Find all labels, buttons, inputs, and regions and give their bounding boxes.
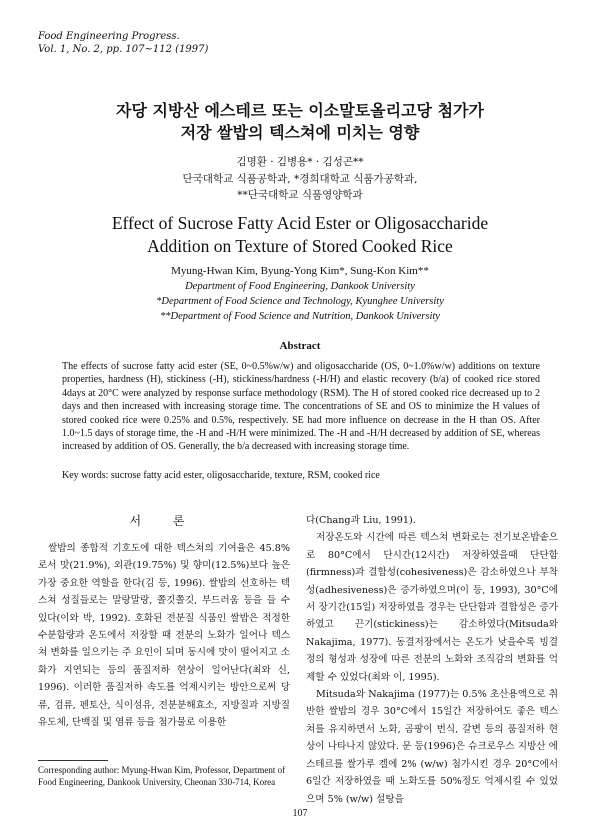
footnote-divider bbox=[38, 760, 108, 761]
korean-affiliation-2: **단국대학교 식품영양학과 bbox=[237, 189, 363, 201]
journal-volume: Vol. 1, No. 2, pp. 107~112 (1997) bbox=[38, 44, 209, 55]
left-paragraph-1: 쌀밥의 종합적 기호도에 대한 텍스쳐의 기여율은 45.8%로서 맛(21.9%), 외관(19.75%) 및 향미(12.5%)보다 높은 가장 중요한 역할을 한다(김 등, 1996). 쌀밥의 선호하는 텍스쳐 성질들로는 말랑말랑, 쫄깃쫄깃, 부드러움 등을 들 수 있다(이와 박, 1992). 호화된 전분질 식품인 쌀밥은 적정한 수분함량과 온도에서 저장할 때 전분의 노화가 일어나 텍스쳐 변화를 일으키는 주 요인이 되며 동시에 맛이 떨어지고 소화가 지연되는 등의 품질저하 현상이 일어난다(최와 신, 1996). 이러한 품질저하 속도를 억제시키는 방안으로써 당류, 검류, 펜토산, 식이섬유, 전분분해효소, 지방질과 지방질 유도체, 단백질 및 염류 등을 첨가물로 이용한 bbox=[38, 543, 290, 729]
english-authors: Myung-Hwan Kim, Byung-Yong Kim*, Sung-Kon Kim** bbox=[171, 265, 429, 277]
corresponding-author-note: Corresponding author: Myung-Hwan Kim, Professor, Department of Food Engineering, Dankook University, Cheonan 330-714, Korea bbox=[38, 765, 286, 787]
section-heading-introduction: 서 론 bbox=[129, 514, 199, 528]
english-title-line2: Addition on Texture of Stored Cooked Rice bbox=[147, 236, 453, 256]
left-column bbox=[38, 540, 290, 731]
korean-affiliation-1: 단국대학교 식품공학과, *경희대학교 식품가공학과, bbox=[182, 173, 418, 185]
korean-authors: 김명환 · 김병용* · 김성곤** bbox=[236, 156, 364, 168]
abstract-heading: Abstract bbox=[279, 340, 321, 352]
english-affiliation-2: *Department of Food Science and Technology, Kyunghee University bbox=[156, 296, 444, 307]
english-affiliation-3: **Department of Food Science and Nutrition, Dankook University bbox=[160, 311, 440, 322]
english-title-line1: Effect of Sucrose Fatty Acid Ester or Oligosaccharide bbox=[111, 213, 489, 233]
journal-citation bbox=[38, 30, 208, 56]
page-number: 107 bbox=[292, 808, 308, 819]
right-paragraph-1: 저장온도와 시간에 따른 텍스쳐 변화로는 전기보온밥솥으로 80°C에서 단시간(12시간) 저장하였을때 단단함(firmness)과 결합성(cohesiveness)은 감소하였으나 부착성(adhesiveness)은 증가하였으며(이 등, 1993), 30°C에서 장기간(15일) 저장하였을 경우는 단단함과 결합성은 증가하였고 끈기(stickiness)는 감소하였다(Mitsuda와 Nakajima, 1977). 동결저장에서는 온도가 낮을수록 빙결정의 형성과 성장에 따른 전분의 노화와 조직감의 변화를 억제할 수 있었다(최와 이, 1995). bbox=[306, 532, 558, 683]
right-column bbox=[306, 512, 558, 808]
right-paragraph-2: Mitsuda와 Nakajima (1977)는 0.5% 초산용액으로 취반한 쌀밥의 경우 30°C에서 15일간 저장하여도 좋은 텍스쳐를 유지하면서 노화, 곰팡이 번식, 갈변 등의 품질저하 현상이 나타나지 않았다. 문 등(1996)은 슈크로우스 지방산 에스테르를 쌀가루 겔에 2% (w/w) 첨가시킨 경우 20°C에서 6일간 저장하였을 때 노화도를 50%정도 억제시킬 수 있었으며 5% (w/w) 설탕을 bbox=[306, 689, 558, 805]
right-paragraph-continued: 다(Chang과 Liu, 1991). bbox=[306, 515, 416, 526]
abstract-text: The effects of sucrose fatty acid ester (SE, 0~0.5%w/w) and oligosaccharide (OS, 0~1.0%w/w) additions on texture properties, hardness (H), stickiness (-H), stickiness/hardness (-H/H) and elastic recovery (b/a) of cooked rice stored 4days at 20°C were analyzed by response surface methodology (RSM). The H of stored cooked rice decreased up to 2 days and then increased with increasing storage time. The concentrations of SE and OS to minimize the H values of stored cooked rice were 0.25% and 0.5%, respectively. SE had more influence on decrease in the H than OS. After 1.0~1.5 days of storage time, the -H and -H/H were minimized. The -H and -H/H decreased by addition of SE, whereas increased by addition of OS. Generally, the b/a decreased with increasing storage time. bbox=[62, 361, 540, 453]
korean-title-line1: 자당 지방산 에스테르 또는 이소말토올리고당 첨가가 bbox=[116, 101, 484, 120]
english-affiliation-1: Department of Food Engineering, Dankook University bbox=[185, 281, 415, 292]
journal-name: Food Engineering Progress. bbox=[38, 31, 180, 42]
keywords: Key words: sucrose fatty acid ester, oligosaccharide, texture, RSM, cooked rice bbox=[62, 470, 380, 481]
korean-title-line2: 저장 쌀밥의 텍스쳐에 미치는 영향 bbox=[180, 123, 420, 142]
